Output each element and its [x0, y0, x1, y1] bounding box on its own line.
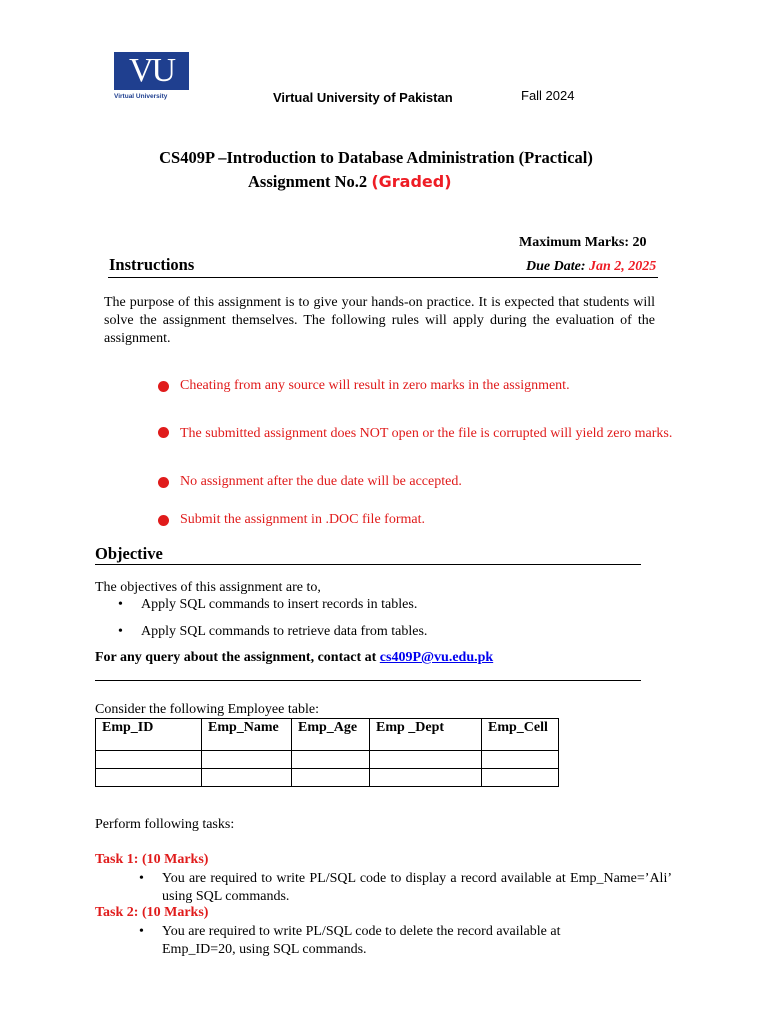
assignment-title: [248, 172, 452, 192]
bullet-icon: •: [118, 624, 123, 639]
table-cell: [482, 769, 559, 787]
term-label: Fall 2024: [521, 88, 575, 103]
bullet-icon: [158, 477, 169, 488]
university-name: Virtual University of Pakistan: [273, 90, 453, 105]
rule-item: The submitted assignment does NOT open or the file is corrupted will yield zero marks.: [158, 422, 678, 445]
bullet-icon: •: [139, 924, 144, 939]
contact-email-link[interactable]: cs409P@vu.edu.pk: [379, 650, 494, 665]
contact-line: [95, 650, 493, 666]
bullet-icon: [158, 381, 169, 392]
table-cell: [202, 751, 292, 769]
course-title: CS409P –Introduction to Database Administration (Practical): [159, 148, 593, 167]
table-cell: [370, 769, 482, 787]
assignment-number: Assignment No.2: [248, 172, 368, 191]
column-header: Emp_Age: [292, 719, 370, 751]
table-header-row: [96, 719, 559, 751]
objective-heading: Objective: [95, 544, 163, 563]
table-cell: [96, 769, 202, 787]
instructions-heading: Instructions: [109, 255, 195, 274]
table-cell: [370, 751, 482, 769]
section-divider: [95, 680, 641, 681]
rule-item: Cheating from any source will result in zero marks in the assignment.: [158, 376, 628, 396]
column-header: Emp_Name: [202, 719, 292, 751]
contact-text: For any query about the assignment, contact at: [95, 650, 377, 665]
table-cell: [96, 751, 202, 769]
objective-intro: The objectives of this assignment are to,: [95, 580, 321, 595]
column-header: Emp _Dept: [370, 719, 482, 751]
task-1-body: • You are required to write PL/SQL code to display a record available at Emp_Name=’Ali’ using SQL commands.: [139, 871, 672, 904]
due-label: Due Date:: [526, 259, 586, 274]
graded-label: (Graded): [371, 172, 452, 191]
table-cell: [292, 769, 370, 787]
list-item: • Apply SQL commands to retrieve data from tables.: [118, 624, 428, 639]
instructions-divider: [108, 277, 658, 278]
column-header: Emp_Cell: [482, 719, 559, 751]
due-date-value: Jan 2, 2025: [589, 259, 657, 274]
rule-item: No assignment after the due date will be accepted.: [158, 472, 678, 492]
table-cell: [292, 751, 370, 769]
column-header: Emp_ID: [96, 719, 202, 751]
logo-text: VU: [128, 52, 175, 89]
rule-item: Submit the assignment in .DOC file format.: [158, 510, 678, 530]
task-2-body: • You are required to write PL/SQL code to delete the record available at Emp_ID=20, using SQL commands.: [139, 924, 561, 957]
objective-divider: [95, 564, 641, 565]
task-2-title: Task 2: (10 Marks): [95, 905, 209, 920]
table-row: [96, 751, 559, 769]
table-cell: [202, 769, 292, 787]
bullet-icon: [158, 515, 169, 526]
vu-logo: [114, 52, 189, 90]
table-caption: Consider the following Employee table:: [95, 702, 319, 717]
bullet-icon: •: [139, 871, 144, 886]
tasks-intro: Perform following tasks:: [95, 817, 235, 832]
table-row: [96, 769, 559, 787]
max-marks: Maximum Marks: 20: [519, 235, 647, 250]
table-cell: [482, 751, 559, 769]
instructions-paragraph: The purpose of this assignment is to give your hands-on practice. It is expected that students will solve the assignment themselves. The following rules will apply during the evaluation of the assignment.: [104, 295, 655, 346]
bullet-icon: •: [118, 597, 123, 612]
logo-subtext: Virtual University: [114, 93, 168, 100]
list-item: • Apply SQL commands to insert records in tables.: [118, 597, 418, 612]
bullet-icon: [158, 427, 169, 438]
employee-table: [95, 718, 559, 787]
due-date: [526, 259, 656, 275]
task-1-title: Task 1: (10 Marks): [95, 852, 209, 867]
